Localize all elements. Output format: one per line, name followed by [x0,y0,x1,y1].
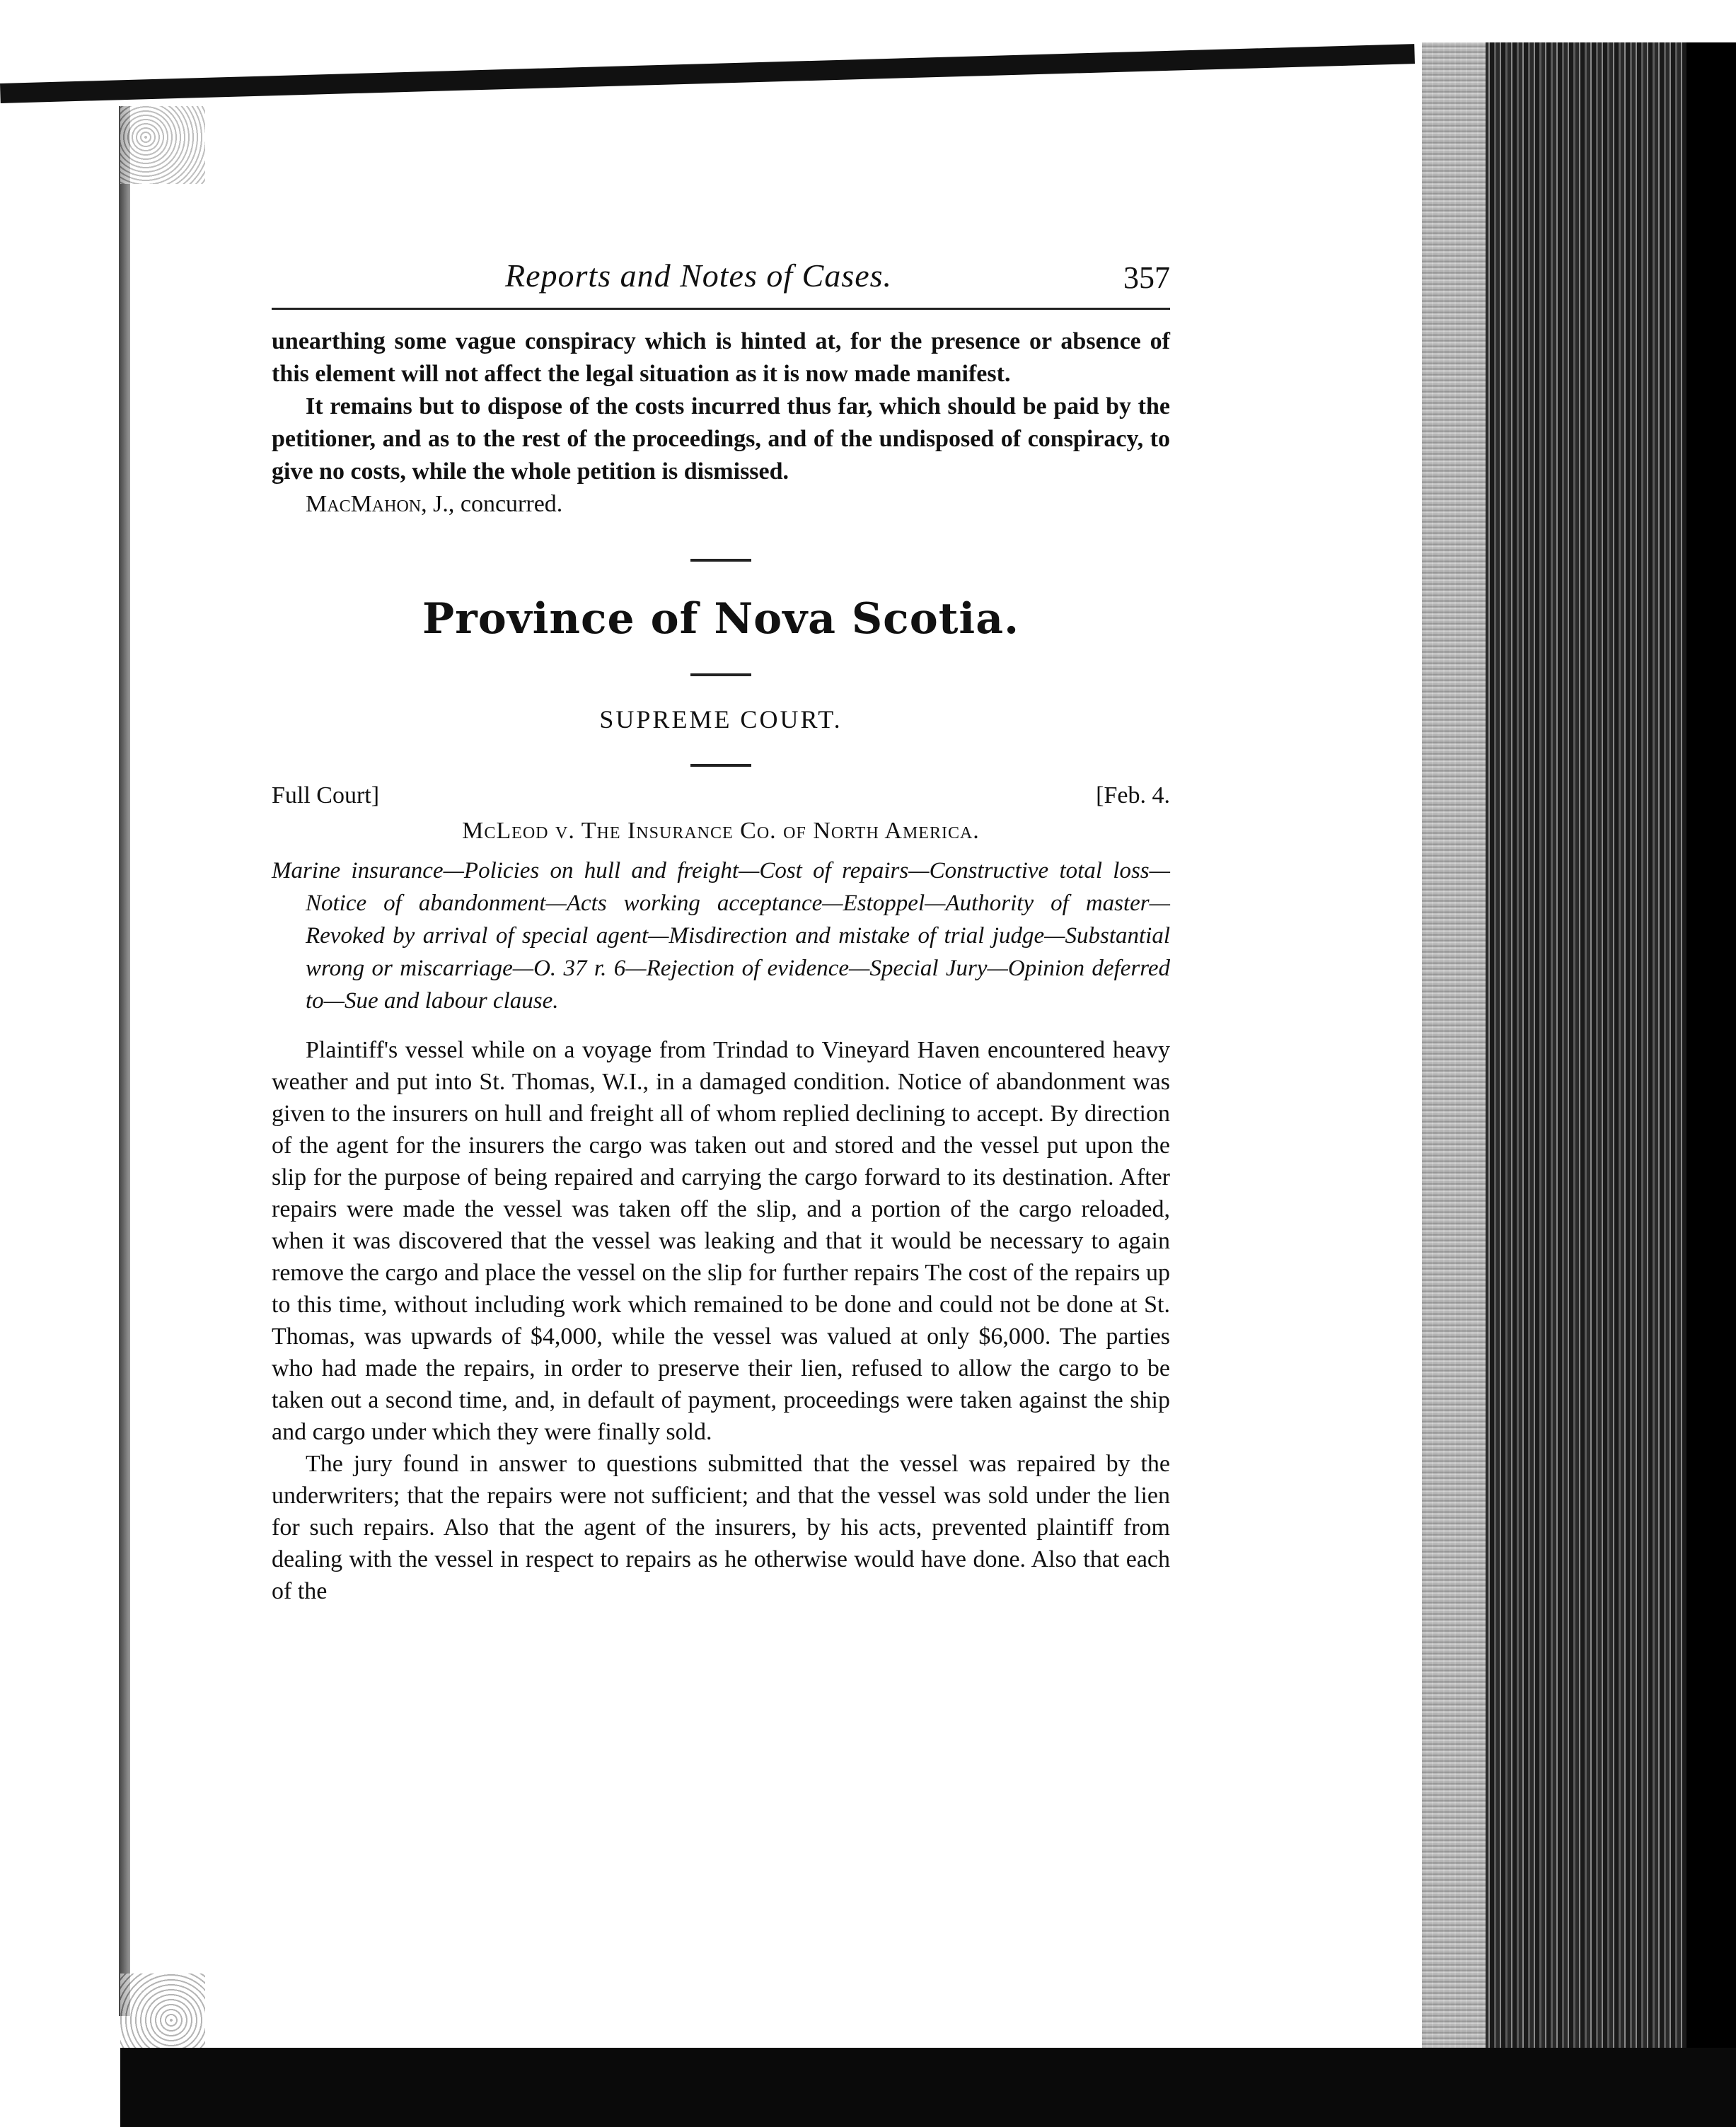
case-headnote: Marine insurance—Policies on hull and freight—Cost of repairs—Constructive total loss—Notice of abandonment—Acts working acceptance—Estoppel—Authority of master—Revoked by arrival of special agent—Misdirection and mistake of trial judge—Substantial wrong or miscarriage—O. 37 r. 6—Rejection of evidence—Special Jury—Opinion deferred to—Sue and labour clause. [272,858,1170,1014]
province-heading: Province of Nova Scotia. [422,594,1019,644]
book-fore-edge [1422,42,1736,2127]
case-bench-row [272,782,1170,809]
opening-paragraph: unearthing some vague conspiracy which is hinted at, for the presence or absence of this element will not affect the legal situation as it is now made manifest. [272,328,1170,387]
court-heading: SUPREME COURT. [599,705,843,734]
concurrence-line [272,488,1170,521]
page-header [272,251,1170,310]
jury-findings-paragraph: The jury found in answer to questions submitted that the vessel was repaired by the underwriters; that the repairs were not sufficient; and that the vessel was sold under the lien for such repairs. Also that the agent of the insurers, by his acts, prevented plaintiff from dealing with the vessel in respect to repairs as he otherwise would have done. Also that each of the [272,1451,1170,1604]
section-divider [690,559,751,562]
book-left-shadow [119,106,130,2016]
corner-speckle-bottom [120,1974,205,2051]
page-number: 357 [1123,260,1170,295]
page-text-block [272,251,1170,1607]
costs-paragraph: It remains but to dispose of the costs incurred thus far, which should be paid by the petitioner, and as to the rest of the proceedings, and of the undisposed of conspiracy, to give no costs, while the whole petition is dismissed. [272,393,1170,485]
corner-speckle-top [120,106,205,184]
court-divider [690,764,751,767]
facts-paragraph: Plaintiff's vessel while on a voyage from Trindad to Vineyard Haven encountered heavy weather and put into St. Thomas, W.I., in a damaged condition. Notice of abandonment was given to the insurers on hull and freight all of whom replied declining to accept. By direction of the agent for the insurers the cargo was taken out and stored and the vessel put upon the slip for the purpose of being repaired and carrying the cargo forward to its destination. After repairs were made the vessel was taken off the slip, and a portion of the cargo reloaded, when it was discovered that the vessel was leaking and that it would be necessary to again remove the cargo and place the vessel on the slip for further repairs The cost of the repairs up to this time, without including work which remained to be done and could not be done at St. Thomas, was upwards of $4,000, while the vessel was valued at only $6,000. The parties who had made the repairs, in order to preserve their lien, refused to allow the cargo to be taken out a second time, and, in default of payment, proceedings were taken against the ship and cargo under which they were finally sold. [272,1037,1170,1445]
running-title: Reports and Notes of Cases. [505,257,893,294]
book-bottom-band [120,2048,1736,2127]
judge-name: MacMahon [306,491,422,517]
case-title: McLeod v. The Insurance Co. of North America. [462,818,980,844]
case-date: [Feb. 4. [1096,782,1170,809]
province-divider [690,673,751,676]
concurrence-text: , J., concurred. [421,491,563,517]
bench-label: Full Court] [272,782,380,809]
